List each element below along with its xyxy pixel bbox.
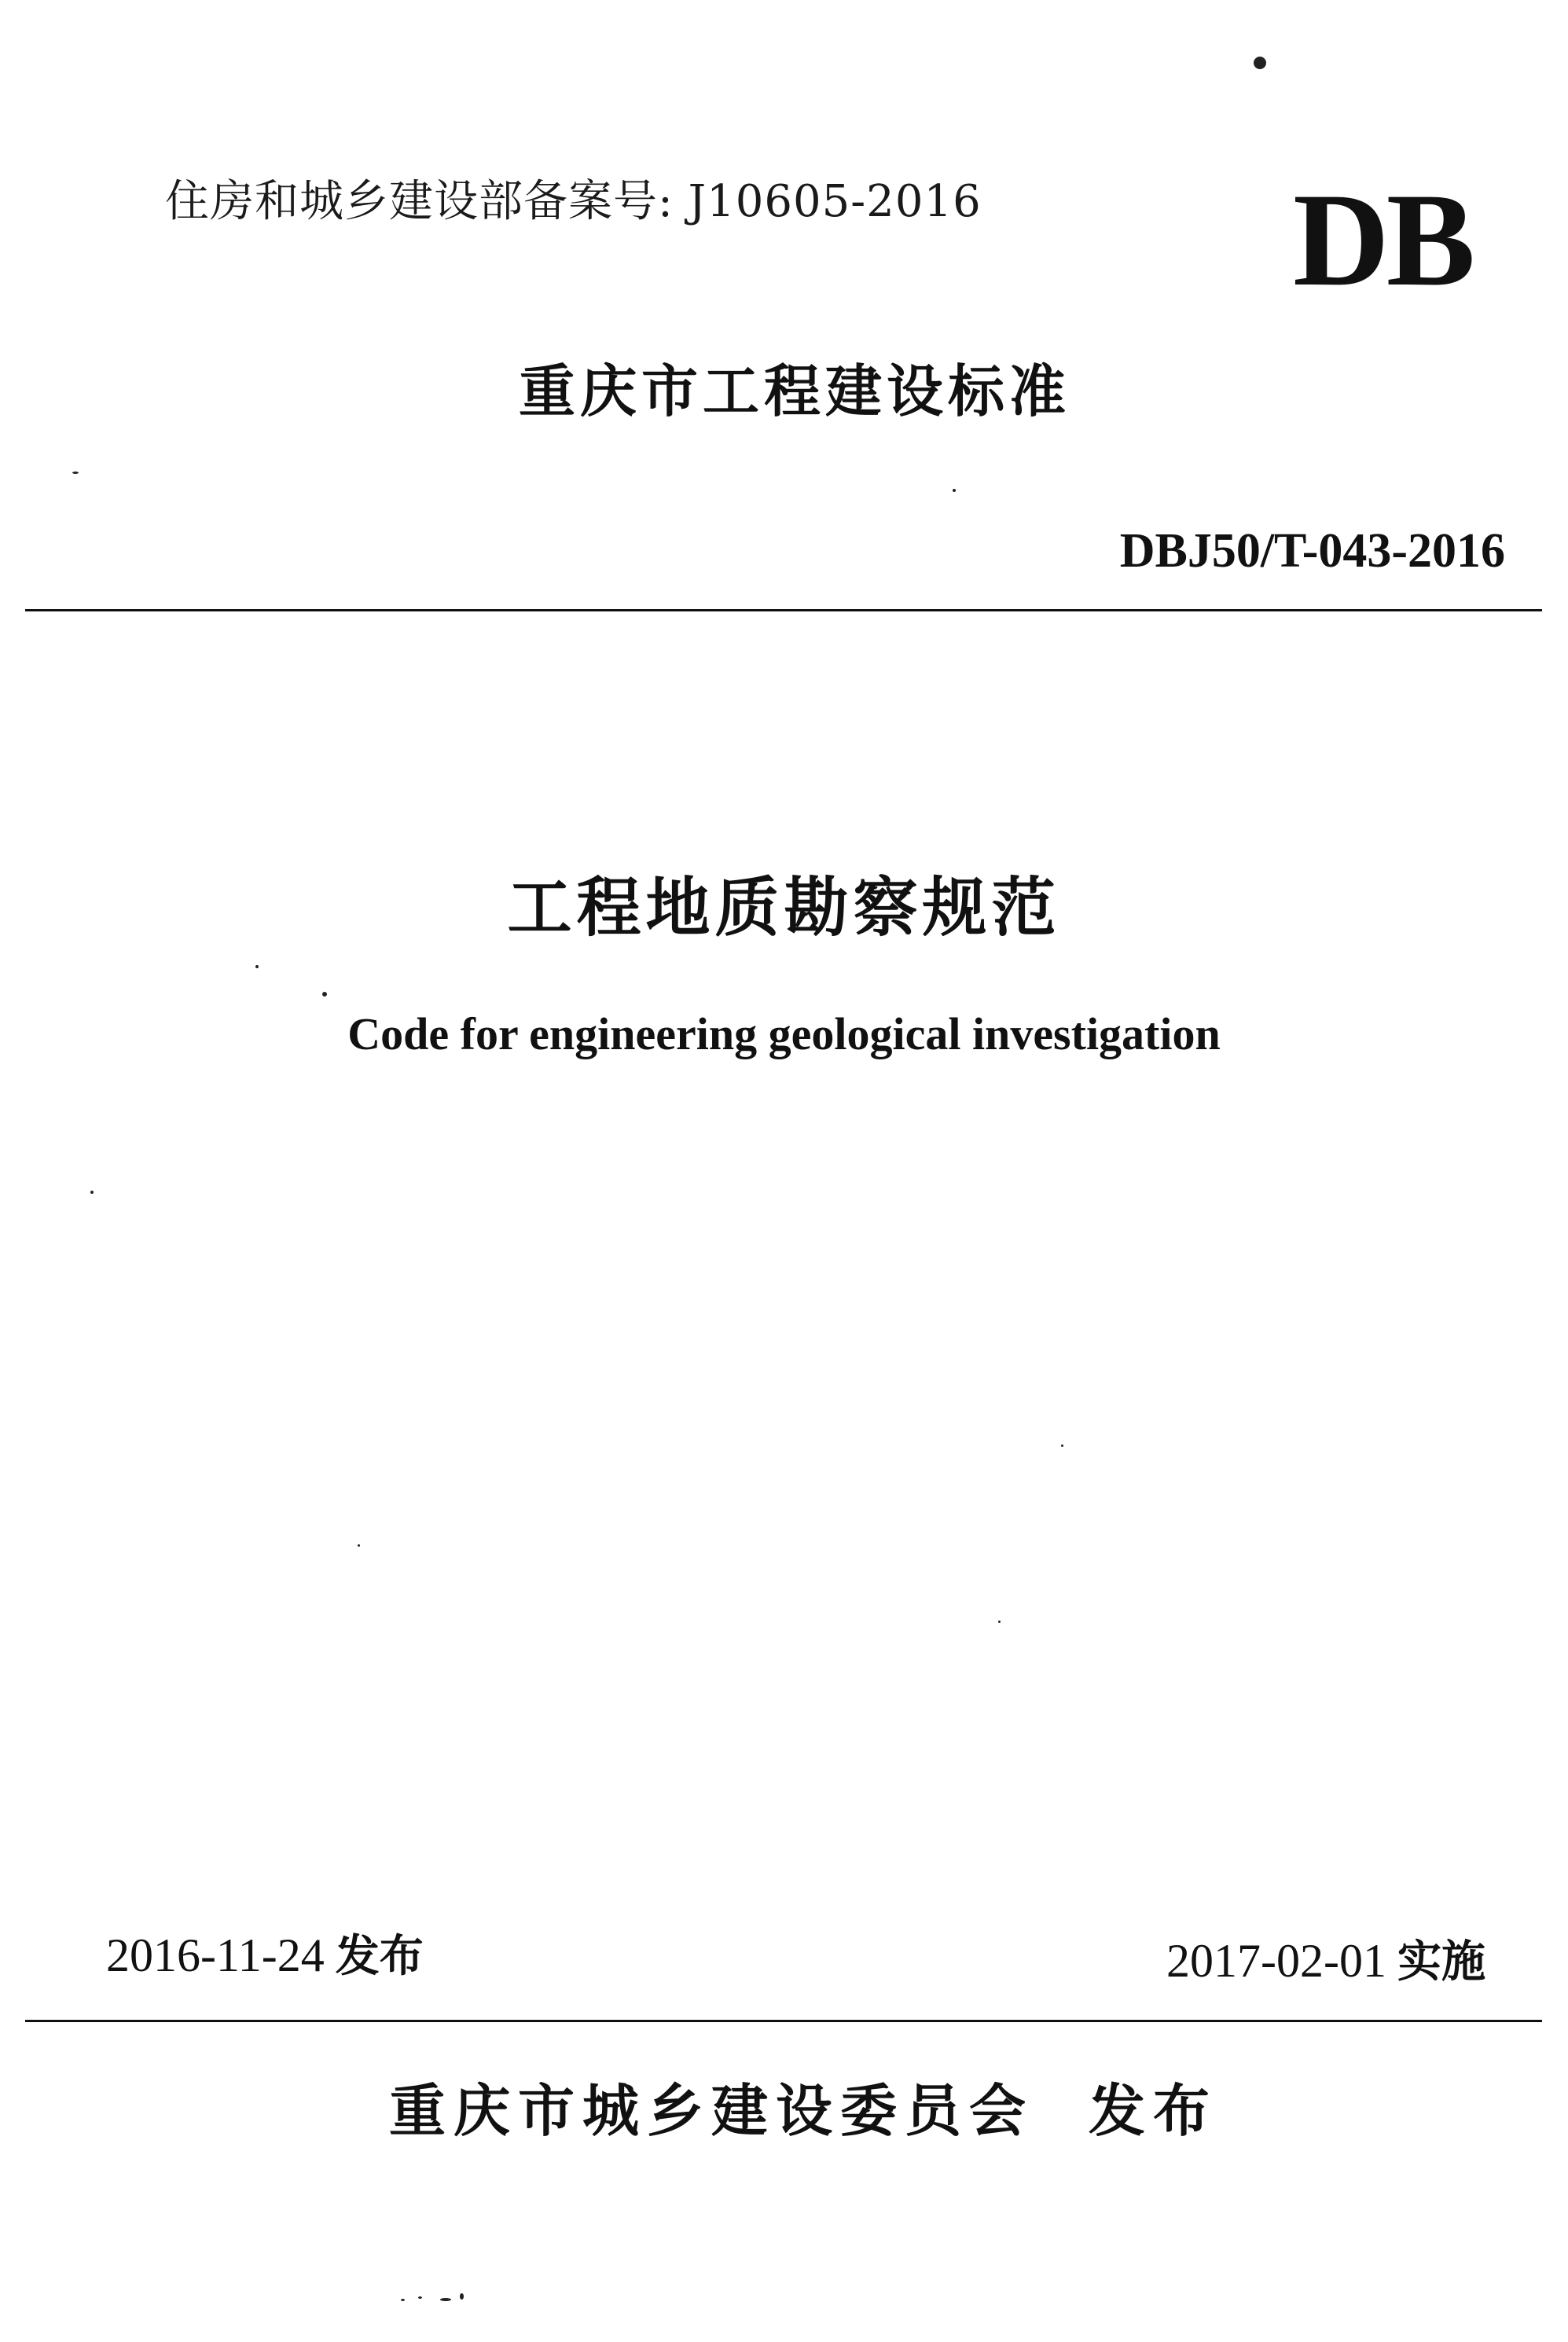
scan-speck bbox=[460, 2293, 464, 2300]
publisher-action: 发布 bbox=[1089, 2078, 1218, 2144]
scan-speck bbox=[322, 992, 327, 997]
publisher-line bbox=[389, 2065, 1217, 2147]
filing-number: 住房和城乡建设部备案号: J10605-2016 bbox=[165, 176, 982, 227]
implement-label: 实施 bbox=[1397, 1936, 1485, 1988]
scan-speck bbox=[401, 2299, 405, 2301]
top-divider bbox=[25, 609, 1542, 611]
implement-date: 2017-02-01 bbox=[1166, 1935, 1386, 1987]
scan-speck bbox=[90, 1191, 94, 1194]
scan-speck bbox=[72, 472, 79, 474]
document-title-english: Code for engineering geological investigation bbox=[347, 1008, 1221, 1059]
issue-date-line bbox=[106, 1922, 424, 1984]
scan-speck bbox=[1254, 57, 1266, 69]
issue-label: 发布 bbox=[335, 1931, 424, 1982]
scan-speck bbox=[255, 965, 259, 968]
standard-category: 重庆市工程建设标准 bbox=[519, 358, 1071, 424]
scan-speck bbox=[418, 2296, 422, 2299]
bottom-divider bbox=[25, 2020, 1542, 2022]
issue-date: 2016-11-24 bbox=[106, 1929, 325, 1981]
implement-date-line bbox=[1166, 1927, 1485, 1990]
db-logo: DB bbox=[1293, 166, 1473, 314]
scan-speck bbox=[358, 1544, 360, 1547]
standard-code: DBJ50/T-043-2016 bbox=[1119, 524, 1505, 578]
scan-speck bbox=[953, 489, 956, 492]
document-title-chinese: 工程地质勘察规范 bbox=[507, 871, 1061, 945]
scan-speck bbox=[440, 2298, 451, 2301]
scan-speck bbox=[1061, 1444, 1063, 1447]
scan-speck bbox=[998, 1621, 1001, 1623]
publisher-name: 重庆市城乡建设委员会 bbox=[389, 2078, 1034, 2144]
